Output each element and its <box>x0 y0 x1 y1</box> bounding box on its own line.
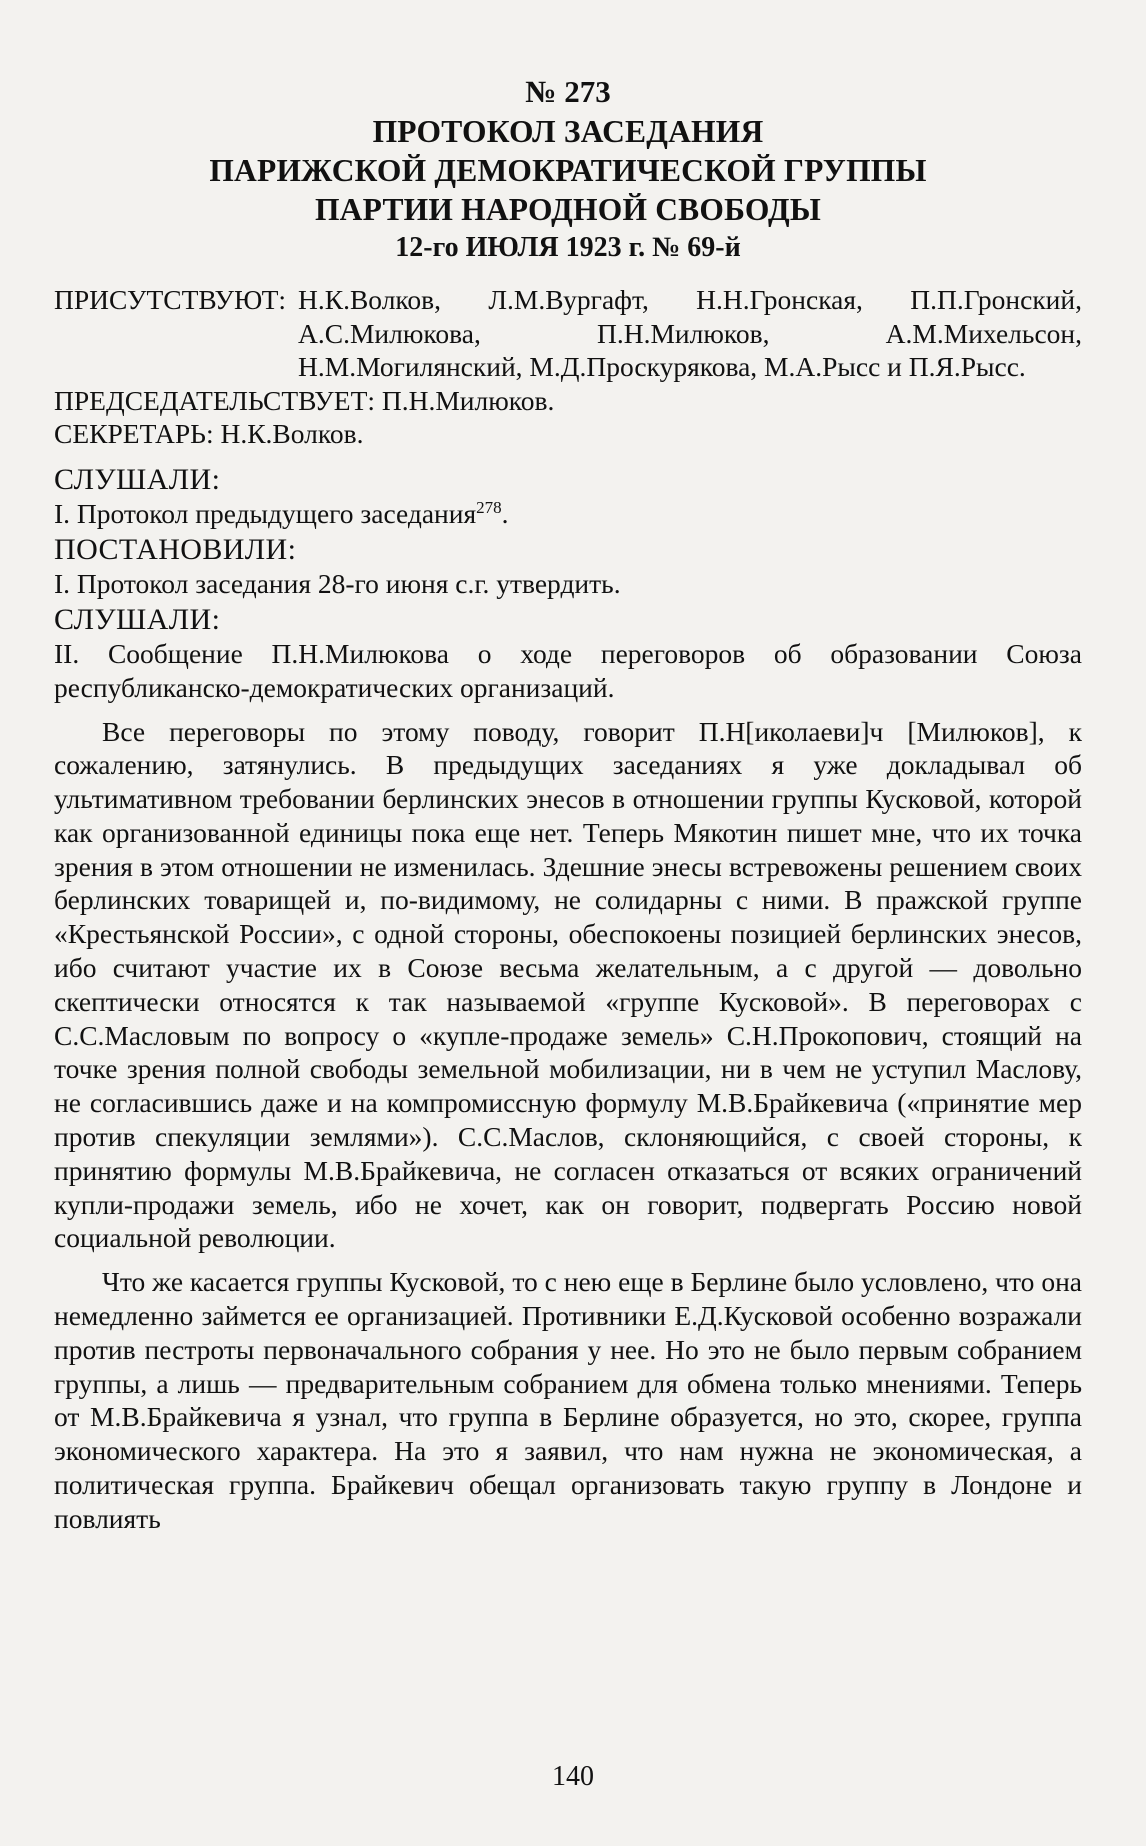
heard-item-1-end: . <box>501 497 509 529</box>
heard-label-1: СЛУШАЛИ: <box>54 462 221 496</box>
chairman: ПРЕДСЕДАТЕЛЬСТВУЕТ: П.Н.Милюков. <box>54 384 555 416</box>
secretary: СЕКРЕТАРЬ: Н.К.Волков. <box>54 418 364 449</box>
title-line-2: ПАРИЖСКОЙ ДЕМОКРАТИЧЕСКОЙ ГРУППЫ <box>209 153 927 188</box>
page-number: 140 <box>552 1761 594 1792</box>
date-line: 12-го ИЮЛЯ 1923 г. № 69-й <box>395 232 741 263</box>
footnote-ref: 278 <box>476 497 502 517</box>
resolved-label: ПОСТАНОВИЛИ: <box>54 532 297 566</box>
document-heading <box>54 72 1082 267</box>
title-line-1: ПРОТОКОЛ ЗАСЕДАНИЯ <box>372 114 764 149</box>
heard-item-2: II. Сообщение П.Н.Милюкова о ходе переговоров об образовании Союза республиканско-демократических организаций. <box>54 637 1082 703</box>
paragraph-1: Все переговоры по этому поводу, говорит П.Н[иколаеви]ч [Милюков], к сожалению, затянулись. В предыдущих заседаниях я уже докладывал об ультимативном требовании берлинских энесов в отношении группы Кусковой, которой как организованной единицы пока еще нет. Теперь Мякотин пишет мне, что их точка зрения в этом отношении не изменилась. Здешние энесы встревожены решением своих берлинских товарищей и, по-видимому, не солидарны с ними. В пражской группе «Крестьянской России», с одной стороны, обеспокоены позицией берлинских энесов, ибо считают участие их в Союзе весьма желательным, а с другой — довольно скептически относятся к так называемой «группе Кусковой». В переговорах с С.С.Масловым по вопросу о «купле-продаже земель» С.Н.Прокопович, стоящий на точке зрения полной свободы земельной мобилизации, ни в чем не уступил Маслову, не согласившись даже и на компромиссную формулу М.В.Брайкевича («принятие мер против спекуляции землями»). С.С.Маслов, склоняющийся, с своей стороны, к принятию формулы М.В.Брайкевича, не согласен отказаться от всяких ограничений купли-продажи земель, ибо не хочет, как он говорит, подвергать Россию новой социальной революции. <box>54 715 1082 1254</box>
heard-item-1-text: I. Протокол предыдущего заседания <box>54 497 477 529</box>
document-number: № 273 <box>525 74 611 109</box>
title-line-3: ПАРТИИ НАРОДНОЙ СВОБОДЫ <box>314 192 822 227</box>
heard-label-2: СЛУШАЛИ: <box>54 602 221 636</box>
attendees-label: ПРИСУТСТВУЮТ: <box>54 284 287 315</box>
heard-item-1 <box>54 497 1082 531</box>
resolved-item: I. Протокол заседания 28-го июня с.г. утвердить. <box>54 567 621 599</box>
attendees-names: Н.К.Волков, Л.М.Вургафт, Н.Н.Гронская, П.П.Гронский, А.С.Милюкова, П.Н.Милюков, А.М.Михельсон, Н.М.Могилянский, М.Д.Проскурякова, М.А.Рысс и П.Я.Рысс. <box>298 284 1082 382</box>
attendees <box>54 283 1082 384</box>
paragraph-2: Что же касается группы Кусковой, то с нею еще в Берлине было условлено, что она немедленно займется ее организацией. Противники Е.Д.Кусковой особенно возражали против пестроты первоначального собрания у нее. Но это не было первым собранием группы, а лишь — предварительным собранием для обмена только мнениями. Теперь от М.В.Брайкевича я узнал, что группа в Берлине образуется, но это, скорее, группа экономического характера. На это я заявил, что нам нужна не экономическая, а политическая группа. Брайкевич обещал организовать такую группу в Лондоне и повлиять <box>54 1266 1082 1534</box>
